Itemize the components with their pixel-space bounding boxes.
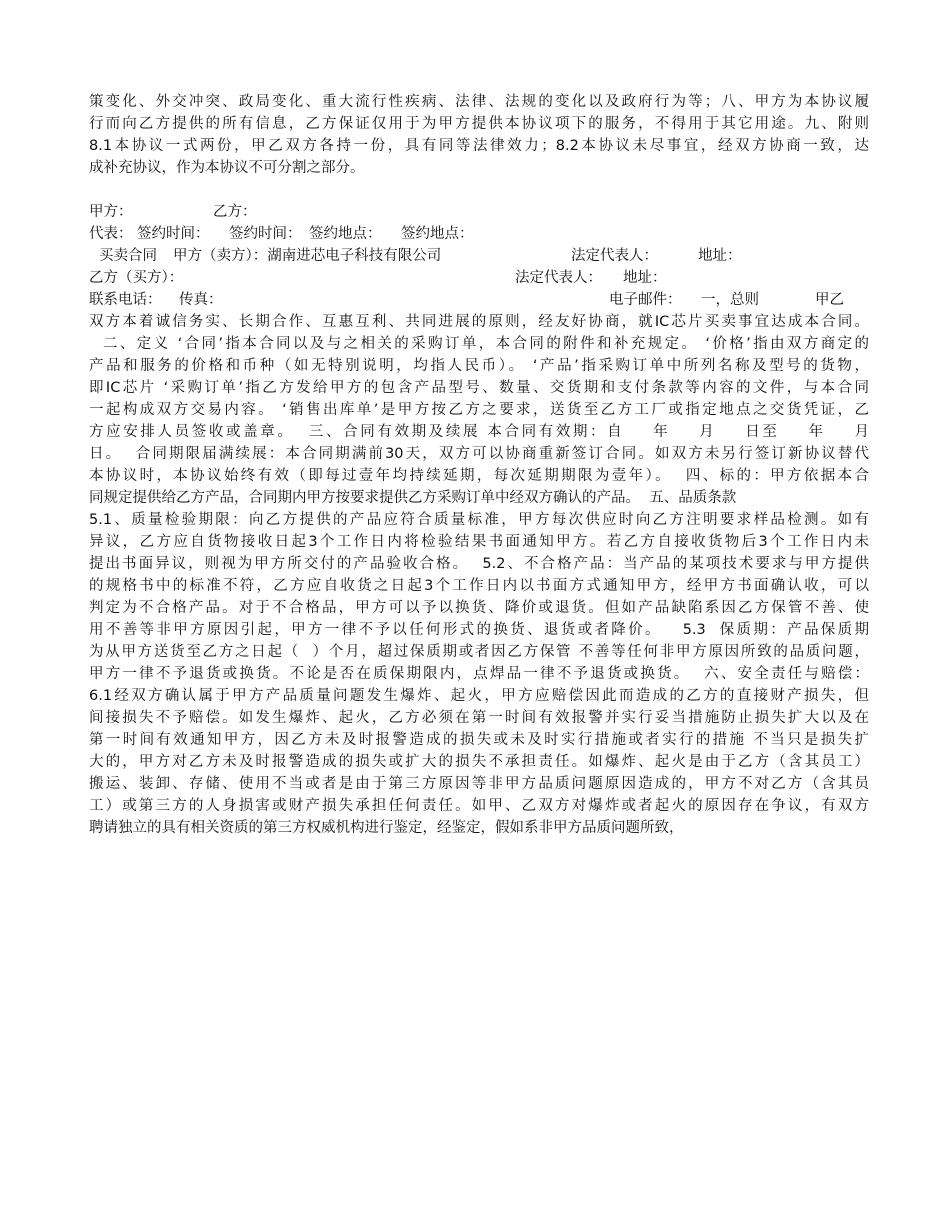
party-a-seller: 甲方（卖方）：湖南进芯电子科技有限公司 bbox=[173, 248, 442, 264]
signature-parties-row bbox=[89, 201, 869, 223]
contract-title: 买卖合同 bbox=[99, 248, 157, 264]
text-line: 即IC芯片 ‘采购订单’指乙方发给甲方的包含产品型号、数量、交货期和支付条款等内容的文件，与本合同 bbox=[89, 380, 869, 396]
phone-label: 联系电话： bbox=[89, 292, 162, 308]
signing-time-a: 签约时间： bbox=[137, 226, 210, 242]
text-line: 用不善等非甲方原因引起，甲方一律不予以任何形式的换货、退货或者降价。 5.3 保质期：产品保质期 bbox=[89, 622, 869, 638]
email-label: 电子邮件： bbox=[609, 292, 682, 308]
text-line: 判定为不合格产品。对于不合格品，甲方可以予以换货、降价或退货。但如产品缺陷系因乙方保管不善、使 bbox=[89, 600, 869, 616]
signing-place-b: 签约地点： bbox=[401, 226, 474, 242]
contract-header-row-3 bbox=[89, 289, 869, 311]
text-line: 异议，乙方应自货物接收日起3个工作日内将检验结果书面通知甲方。若乙方自接收货物后3个工作日内未 bbox=[89, 534, 869, 550]
text-line: 产品和服务的价格和币种（如无特别说明，均指人民币）。 ‘产品’指采购订单中所列名称及型号的货物， bbox=[89, 358, 869, 374]
text-line: 策变化、外交冲突、政局变化、重大流行性疾病、法律、法规的变化以及政府行为等；八、甲方为本协议履 bbox=[89, 94, 869, 110]
text-line: 成补充协议，作为本协议不可分割之部分。 bbox=[89, 160, 365, 176]
text-line: 聘请独立的具有相关资质的第三方权威机构进行鉴定，经鉴定，假如系非甲方品质问题所致， bbox=[89, 820, 684, 836]
signature-details-row bbox=[89, 223, 869, 245]
text-line: 间接损失不予赔偿。如发生爆炸、起火，乙方必须在第一时间有效报警并实行妥当措施防止损失扩大以及在 bbox=[89, 710, 869, 726]
party-a-label: 甲方： bbox=[89, 204, 133, 220]
section-1-lead: 甲乙 bbox=[815, 292, 844, 308]
contract-header-row-1 bbox=[89, 245, 869, 267]
text-line: 大的，甲方对乙方未及时报警造成的损失或扩大的损失不承担责任。如爆炸、起火是由于乙方（含其员工） bbox=[89, 754, 869, 770]
address-b: 地址： bbox=[623, 270, 667, 286]
text-line: 8.1本协议一式两份，甲乙双方各持一份，具有同等法律效力；8.2本协议未尽事宜，经双方协商一致，达 bbox=[89, 138, 869, 154]
text-line: 为从甲方送货至乙方之日起（ ）个月，超过保质期或者因乙方保管 不善等任何非甲方原因所致的品质问题， bbox=[89, 644, 869, 660]
text-line: 日。 合同期限届满续展：本合同期满前30天，双方可以协商重新签订合同。如双方未另行签订新协议替代 bbox=[89, 446, 869, 462]
text-line: 工）或第三方的人身损害或财产损失承担任何责任。如甲、乙双方对爆炸或者起火的原因存在争议，有双方 bbox=[89, 798, 869, 814]
legal-representative-a: 法定代表人： bbox=[571, 248, 658, 264]
text-line: 6.1经双方确认属于甲方产品质量问题发生爆炸、起火，甲方应赔偿因此而造成的乙方的直接财产损失，但 bbox=[89, 688, 869, 704]
section-1-title: 一，总则 bbox=[701, 292, 759, 308]
fax-label: 传真： bbox=[179, 292, 223, 308]
legal-representative-b: 法定代表人： bbox=[515, 270, 602, 286]
representative-label: 代表： bbox=[89, 226, 133, 242]
text-line: 方应安排人员签收或盖章。 三、合同有效期及续展 本合同有效期：自 年 月 日至 年 月 bbox=[89, 424, 869, 440]
contract-header-row-2 bbox=[89, 267, 869, 289]
text-line: 同规定提供给乙方产品，合同期内甲方按要求提供乙方采购订单中经双方确认的产品。 五、品质条款 bbox=[89, 490, 737, 506]
address-a: 地址： bbox=[698, 248, 742, 264]
text-line: 提出书面异议，则视为甲方所交付的产品验收合格。 5.2、不合格产品：当产品的某项技术要求与甲方提供 bbox=[89, 556, 869, 572]
text-line: 5.1、质量检验期限：向乙方提供的产品应符合质量标准，甲方每次供应时向乙方注明要求样品检测。如有 bbox=[89, 512, 869, 528]
text-line: 第一时间有效通知甲方，因乙方未及时报警造成的损失或未及时实行措施或者实行的措施 不当只是损失扩 bbox=[89, 732, 869, 748]
text-line: 一起构成双方交易内容。 ‘销售出库单’是甲方按乙方之要求，送货至乙方工厂或指定地点之交货凭证，乙 bbox=[89, 402, 869, 418]
text-line: 本协议时，本协议始终有效（即每过壹年均持续延期，每次延期期限为壹年）。 四、标的：甲方依据本合 bbox=[89, 468, 869, 484]
party-b-buyer: 乙方（买方）： bbox=[89, 270, 184, 286]
text-line: 的规格书中的标准不符，乙方应自收货之日起3个工作日内以书面方式通知甲方，经甲方书面确认收，可以 bbox=[89, 578, 869, 594]
text-line: 搬运、装卸、存储、使用不当或者是由于第三方原因等非甲方品质问题原因造成的，甲方不对乙方（含其员 bbox=[89, 776, 869, 792]
party-b-label: 乙方： bbox=[213, 204, 257, 220]
text-line: 双方本着诚信务实、长期合作、互惠互利、共同进展的原则，经友好协商，就IC芯片买卖事宜达成本合同。 bbox=[89, 314, 869, 330]
text-line: 二、定义 ‘合同’指本合同以及与之相关的采购订单，本合同的附件和补充规定。 ‘价格’指由双方商定的 bbox=[89, 336, 869, 352]
signing-time-b: 签约时间： bbox=[229, 226, 302, 242]
text-line: 甲方一律不予退货或换货。不论是否在质保期限内，点焊品一律不予退货或换货。 六、安全责任与赔偿： bbox=[89, 666, 869, 682]
signing-place-a: 签约地点： bbox=[309, 226, 382, 242]
text-line: 行而向乙方提供的所有信息，乙方保证仅用于为甲方提供本协议项下的服务，不得用于其它用途。九、附则 bbox=[89, 116, 869, 132]
